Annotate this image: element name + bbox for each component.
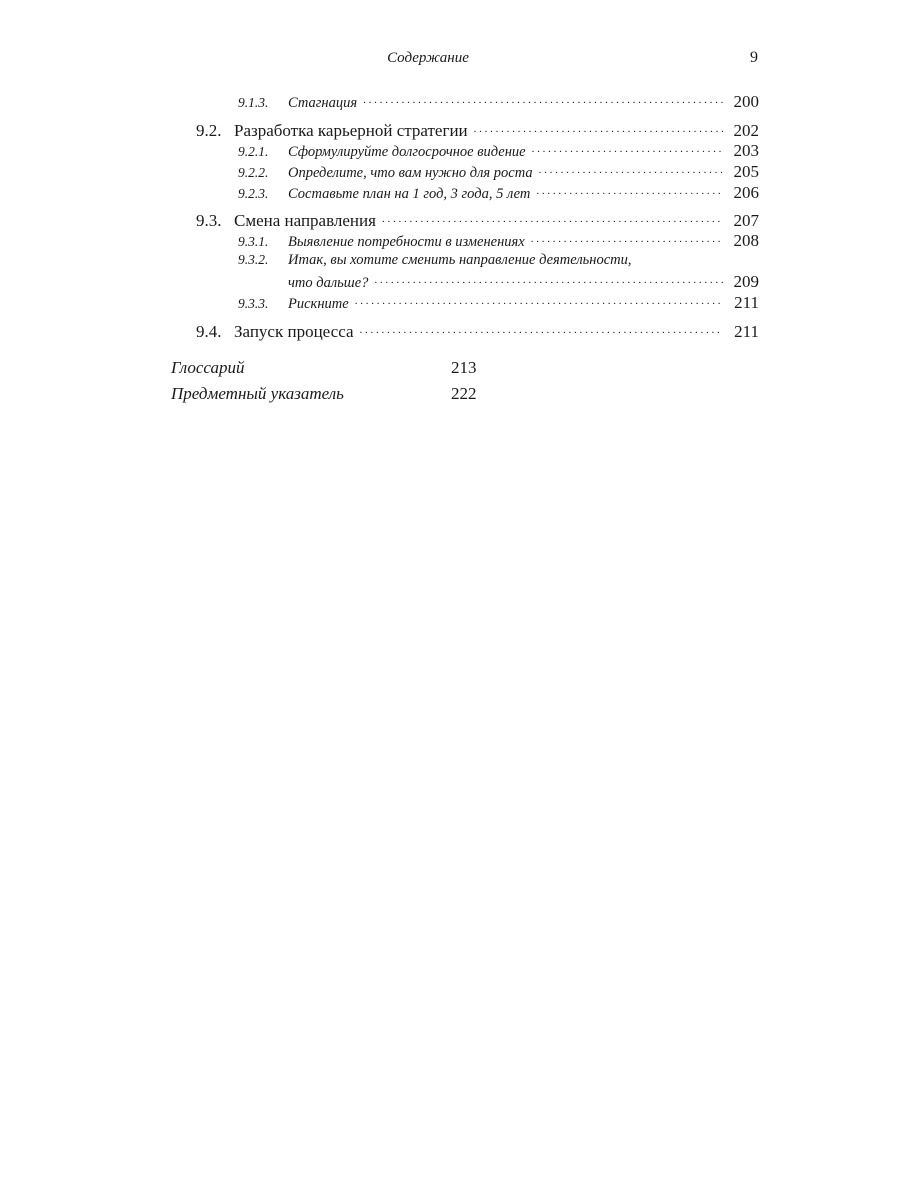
header-title: Содержание [387, 50, 469, 66]
toc-entry-page: 206 [733, 183, 759, 202]
toc-entry-title: Запуск процесса [234, 322, 354, 341]
dot-leader [360, 320, 724, 337]
toc-entry-9-3-1[interactable] [238, 231, 759, 251]
toc-entry-page: 205 [733, 162, 759, 181]
back-matter-glossary-page: 213 [451, 358, 477, 377]
dot-leader [355, 294, 723, 309]
toc-entry-9-1-3[interactable] [238, 92, 759, 112]
toc-entry-page: 211 [734, 293, 759, 312]
toc-entry-page: 203 [733, 141, 759, 160]
toc-entry-number: 9.3.2. [238, 252, 269, 267]
toc-entry-number: 9.2. [196, 121, 222, 140]
toc-entry-9-2-2[interactable] [238, 162, 759, 182]
toc-entry-number: 9.1.3. [238, 95, 269, 110]
toc-entry-title: Составьте план на 1 год, 3 года, 5 лет [288, 186, 531, 202]
toc-entry-title: Определите, что вам нужно для роста [288, 165, 533, 181]
dot-leader [532, 142, 723, 157]
toc-entry-title: Рискните [288, 296, 349, 312]
toc-entry-number: 9.2.3. [238, 186, 269, 201]
toc-entry-page: 208 [733, 231, 759, 250]
toc-entry-9-3-2-line2[interactable] [288, 272, 759, 292]
back-matter-index-title[interactable]: Предметный указатель [171, 384, 344, 403]
toc-entry-page: 202 [733, 121, 759, 140]
toc-entry-9-4[interactable] [196, 320, 759, 342]
toc-entry-9-2-1[interactable] [238, 141, 759, 161]
toc-entry-title: Сформулируйте долгосрочное видение [288, 144, 526, 160]
dot-leader [539, 163, 723, 178]
toc-entry-page: 211 [734, 322, 759, 341]
toc-entry-number: 9.2.2. [238, 165, 269, 180]
toc-entry-page: 207 [733, 211, 759, 230]
toc-entry-number: 9.3. [196, 211, 222, 230]
toc-entry-9-2-3[interactable] [238, 183, 759, 203]
toc-entry-title: Выявление потребности в изменениях [288, 234, 525, 250]
back-matter-glossary-title[interactable]: Глоссарий [171, 358, 245, 377]
dot-leader [531, 232, 723, 247]
back-matter-index-page: 222 [451, 384, 477, 403]
toc-entry-title: Стагнация [288, 95, 358, 111]
toc-entry-page: 200 [733, 92, 759, 111]
toc-entry-9-3-2-line1[interactable] [238, 252, 631, 269]
toc-entry-number: 9.3.3. [238, 296, 269, 311]
toc-entry-9-3[interactable] [196, 209, 759, 231]
toc-entry-page: 209 [733, 272, 759, 291]
toc-entry-number: 9.2.1. [238, 144, 269, 159]
dot-leader [382, 209, 723, 226]
header-page-number: 9 [750, 49, 758, 66]
dot-leader [536, 184, 723, 199]
dot-leader [374, 273, 723, 288]
toc-entry-number: 9.4. [196, 322, 222, 341]
toc-entry-title: Итак, вы хотите сменить направление деятельности, [288, 252, 632, 268]
toc-entry-number: 9.3.1. [238, 234, 269, 249]
dot-leader [474, 119, 723, 136]
toc-entry-9-3-3[interactable] [238, 293, 759, 313]
toc-entry-title: Смена направления [234, 211, 376, 230]
toc-entry-title-continued: что дальше? [288, 275, 369, 291]
dot-leader [363, 93, 723, 108]
toc-entry-9-2[interactable] [196, 119, 759, 141]
toc-entry-title: Разработка карьерной стратегии [234, 121, 468, 140]
